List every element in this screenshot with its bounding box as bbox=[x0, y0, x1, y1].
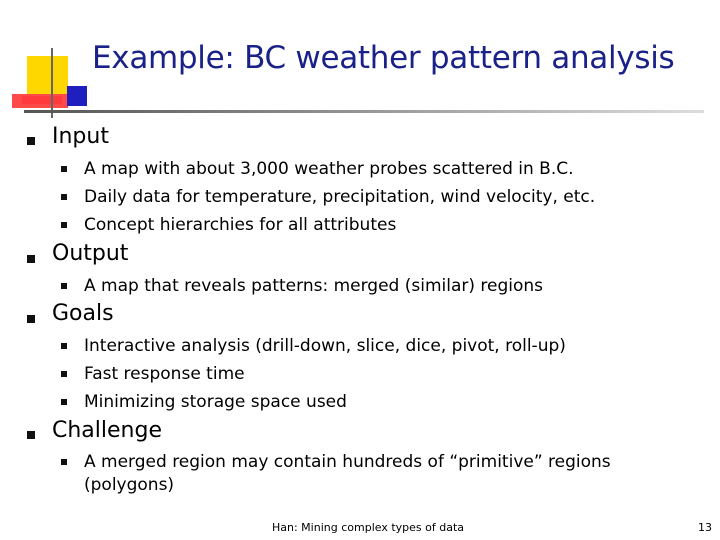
decor-blue-square bbox=[67, 86, 87, 106]
bullet-marker bbox=[27, 255, 35, 263]
section-heading-challenge: Challenge bbox=[52, 418, 162, 443]
list-item: Interactive analysis (drill-down, slice, dice, pivot, roll-up) bbox=[84, 336, 566, 356]
bullet-marker bbox=[27, 431, 35, 439]
bullet-marker bbox=[61, 343, 67, 349]
list-item: Daily data for temperature, precipitation, wind velocity, etc. bbox=[84, 187, 596, 207]
bullet-marker bbox=[61, 194, 67, 200]
footer-text: Han: Mining complex types of data bbox=[272, 521, 465, 534]
list-item: A map with about 3,000 weather probes scattered in B.C. bbox=[84, 159, 574, 179]
bullet-marker bbox=[27, 137, 35, 145]
page-number: 13 bbox=[698, 521, 712, 534]
list-item: A merged region may contain hundreds of “primitive” regions bbox=[84, 452, 611, 472]
bullet-marker bbox=[61, 371, 67, 377]
bullet-marker bbox=[61, 166, 67, 172]
section-heading-input: Input bbox=[52, 124, 109, 149]
bullet-marker bbox=[61, 283, 67, 289]
decor-red-bar bbox=[12, 94, 68, 108]
bullet-marker bbox=[27, 315, 35, 323]
list-item-continuation: (polygons) bbox=[84, 475, 175, 495]
bullet-marker bbox=[61, 222, 67, 228]
list-item: Concept hierarchies for all attributes bbox=[84, 215, 397, 235]
decor-vertical-line bbox=[51, 48, 53, 118]
section-heading-output: Output bbox=[52, 241, 129, 266]
bullet-marker bbox=[61, 459, 67, 465]
list-item: A map that reveals patterns: merged (similar) regions bbox=[84, 276, 544, 296]
section-heading-goals: Goals bbox=[52, 301, 114, 326]
slide-title: Example: BC weather pattern analysis bbox=[92, 40, 675, 76]
decor-yellow-square bbox=[27, 56, 68, 94]
bullet-marker bbox=[61, 399, 67, 405]
list-item: Fast response time bbox=[84, 364, 245, 384]
title-underline bbox=[24, 110, 704, 113]
list-item: Minimizing storage space used bbox=[84, 392, 347, 412]
